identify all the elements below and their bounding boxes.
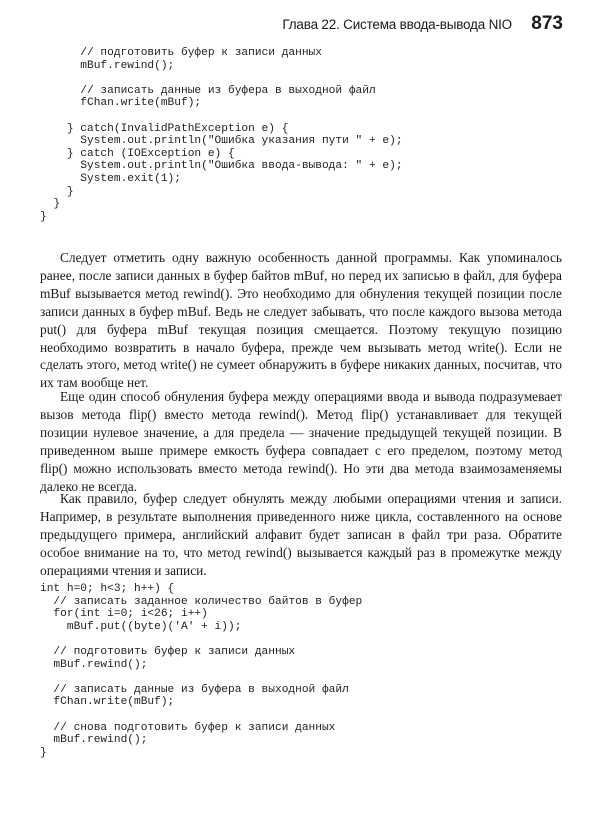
paragraph-rewind-explanation: Следует отметить одну важную особенность данной программы. Как упоминалось ранее, после записи данных в буфер байтов mBuf, но перед их записью в файл, для буфера mBuf вызывается метод rewind(). Это необходимо для обнуления текущей позиции после записи данных в буфер mBuf. Ведь не следует забывать, что после каждого вызова метода put() для буфера mBuf текущая позиция смещается. Поэтому текущую позицию необходимо возвратить в начало буфера, прежде чем вызывать метод write(). Если не сделать этого, метод write() не сумеет обнаружить в буфере никаких данных, посчитав, что их там вообще нет. bbox=[40, 250, 562, 391]
paragraph-reset-between-operations: Как правило, буфер следует обнулять между любыми операциями чтения и записи. Например, в результате выполнения приведенного ниже цикла, составленного на основе предыдущего примера, английский алфавит будет записан в файл три раза. Обратите особое внимание на то, что метод rewind() вызывается каждый раз в промежутке между операциями чтения и записи. bbox=[40, 491, 562, 578]
page-number: 873 bbox=[531, 13, 563, 34]
code-listing-loop: int h=0; h<3; h++) { // записать заданное количество байтов в буфер for(int i=0; i<26; i++) mBuf.put((byte)('A' + i)); // подготовить буфер к записи данных mBuf.rewind(); // записать данные из буфера в выходной файл fChan.write(mBuf); // снова подготовить буфер к записи данных mBuf.rewind(); } bbox=[40, 583, 363, 759]
page-header bbox=[0, 0, 600, 40]
paragraph-flip-method: Еще один способ обнуления буфера между операциями ввода и вывода подразумевает вызов метода flip() вместо метода rewind(). Метод flip() устанавливает для текущей позиции нулевое значение, а для предела — значение предыдущей текущей позиции. В приведенном выше примере емкость буфера совпадает с его пределом, поэтому метод flip() можно использовать вместо метода rewind(). Но эти два метода взаимозаменяемы далеко не всегда. bbox=[40, 389, 562, 494]
code-listing-top: // подготовить буфер к записи данных mBuf.rewind(); // записать данные из буфера в выходной файл fChan.write(mBuf); } catch(InvalidPathException e) { System.out.println("Ошибка указания пути " + e); } catch (IOException e) { System.out.println("Ошибка ввода-вывода: " + e); System.exit(1); } } } bbox=[40, 47, 403, 223]
chapter-title: Глава 22. Система ввода-вывода NIO bbox=[282, 17, 512, 32]
